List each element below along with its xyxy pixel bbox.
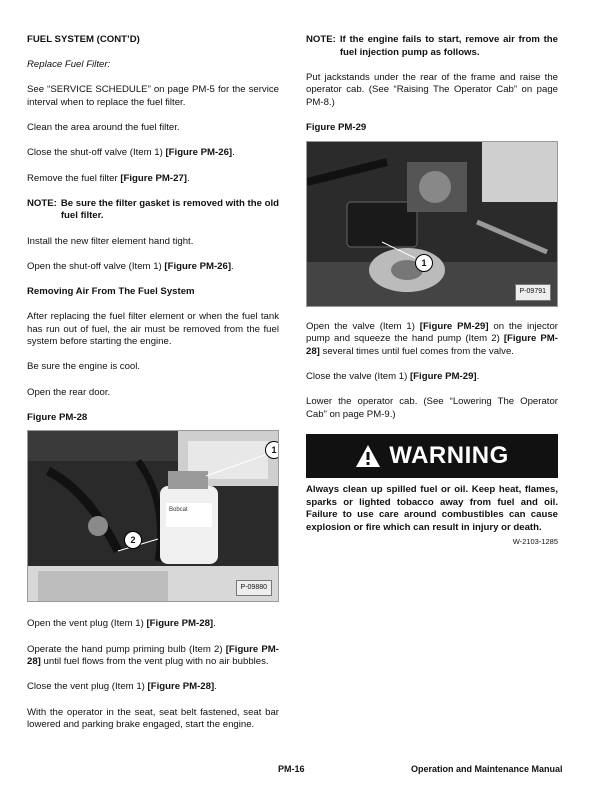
figure-pm-28 (27, 430, 279, 602)
figure-ref: [Figure PM-29] (419, 320, 489, 332)
paragraph: Be sure the engine is cool. (27, 361, 141, 373)
figure-ref: [Figure PM-28] (146, 618, 214, 630)
section-heading: FUEL SYSTEM (CONT’D) (27, 34, 140, 45)
paragraph: Close the valve (Item 1) [Figure PM-29]. (306, 371, 480, 383)
figure-code: P-09791 (515, 284, 551, 301)
paragraph: Lower the operator cab. (See “Lowering The Operator Cab” on page PM-9.) (306, 396, 558, 420)
paragraph: Open the shut-off valve (Item 1) [Figure PM-26]. (27, 260, 234, 272)
figure-label: Figure PM-28 (27, 411, 88, 423)
figure-pm-29 (306, 141, 558, 307)
callout-2: 2 (124, 531, 142, 549)
left-column (27, 34, 279, 744)
figure-ref: [Figure PM-26] (165, 147, 233, 159)
paragraph: See “SERVICE SCHEDULE” on page PM-5 for the service interval when to replace the fuel filter. (27, 84, 279, 108)
paragraph: Open the valve (Item 1) [Figure PM-29] on the injector pump and squeeze the hand pump (Item 2) [Figure PM-28] several times until fuel comes from the valve. (306, 320, 558, 357)
figure-ref: [Figure PM-28] (147, 681, 215, 693)
note-text: Be sure the filter gasket is removed with the old fuel filter. (60, 197, 279, 222)
figure-ref: [Figure PM-26] (164, 260, 232, 272)
warning-triangle-icon (355, 444, 381, 468)
note-text: If the engine fails to start, remove air from the fuel injection pump as follows. (339, 34, 558, 58)
figure-ref: [Figure PM-29] (409, 371, 477, 383)
injector-pump-photo-illustration (307, 142, 558, 307)
manual-title: Operation and Maintenance Manual (411, 764, 563, 774)
note (306, 34, 558, 59)
warning-banner (306, 434, 558, 478)
figure-code: P-09880 (236, 580, 272, 597)
paragraph: Close the vent plug (Item 1) [Figure PM-28]. (27, 681, 217, 693)
warning-text: Always clean up spilled fuel or oil. Keep heat, flames, sparks or lighted tobacco away from fuel and oil. Failure to use care around combustibles can cause explosion or fire which can result in injury or death. (306, 484, 558, 533)
paragraph: Operate the hand pump priming bulb (Item 2) [Figure PM-28] until fuel flows from the vent plug with no air bubbles. (27, 643, 279, 668)
callout-1: 1 (265, 441, 279, 459)
paragraph: Install the new filter element hand tight. (27, 235, 194, 247)
figure-ref: [Figure PM-28] (27, 643, 279, 668)
figure-ref: [Figure PM-27] (120, 172, 187, 184)
note-label: NOTE: (306, 34, 336, 45)
paragraph: Close the shut-off valve (Item 1) [Figure PM-26]. (27, 147, 235, 159)
figure-label: Figure PM-29 (306, 122, 367, 134)
svg-text:Bobcat: Bobcat (169, 507, 188, 514)
paragraph: Open the rear door. (27, 386, 111, 398)
page-number: PM-16 (278, 764, 305, 774)
paragraph: After replacing the fuel filter element or when the fuel tank has run out of fuel, the air must be removed from the fuel system before starting the engine. (27, 311, 279, 348)
paragraph: Put jackstands under the rear of the frame and raise the operator cab. (See “Raising The Operator Cab” on page PM-8.) (306, 71, 558, 108)
callout-1: 1 (415, 254, 433, 272)
paragraph: Open the vent plug (Item 1) [Figure PM-28]. (27, 618, 216, 630)
paragraph: Remove the fuel filter [Figure PM-27]. (27, 172, 190, 184)
warning-title: WARNING (389, 441, 509, 469)
section-heading: Removing Air From The Fuel System (27, 285, 195, 297)
warning-code: W-2103-1285 (512, 537, 558, 547)
engine-photo-illustration (28, 431, 279, 602)
right-column (306, 34, 558, 549)
paragraph: With the operator in the seat, seat belt fastened, seat bar lowered and parking brake engaged, start the engine. (27, 706, 279, 731)
figure-ref: [Figure PM-28] (306, 333, 558, 357)
subheading: Replace Fuel Filter: (27, 59, 111, 71)
paragraph: Clean the area around the fuel filter. (27, 122, 180, 134)
note-label: NOTE: (27, 197, 57, 209)
note (27, 198, 279, 223)
